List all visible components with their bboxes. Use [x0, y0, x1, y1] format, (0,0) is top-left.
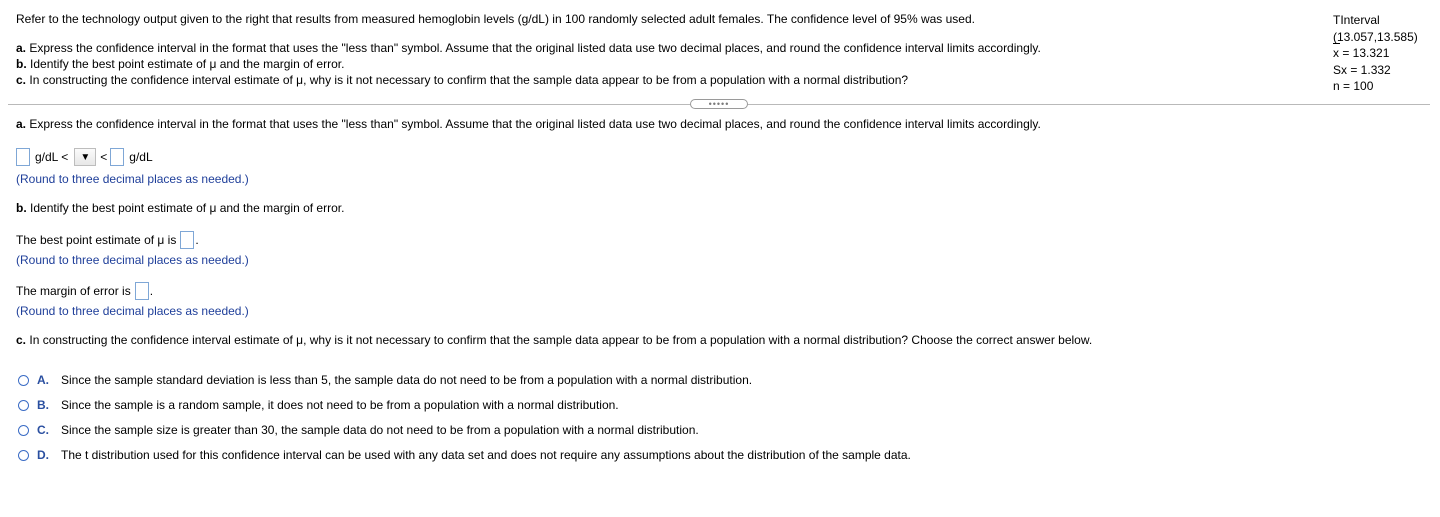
- margin-error-hint: (Round to three decimal places as needed.): [16, 304, 249, 318]
- xbar-overline: [1333, 43, 1340, 44]
- radio-option-c[interactable]: [18, 425, 29, 436]
- answer-a-text: Express the confidence interval in the format that uses the "less than" symbol. Assume that the original listed data use two decimal places, and round the confidence interval limits accordingly.: [29, 117, 1041, 131]
- answer-b-text: Identify the best point estimate of μ and the margin of error.: [30, 201, 345, 215]
- unit-left: g/dL <: [35, 150, 69, 164]
- part-a-text: Express the confidence interval in the format that uses the "less than" symbol. Assume that the original listed data use two decimal places, and round the confidence interval limits accordingly.: [29, 41, 1041, 55]
- output-n: n = 100: [1333, 79, 1374, 93]
- option-b-text: Since the sample is a random sample, it does not need to be from a population with a normal distribution.: [61, 398, 619, 412]
- radio-option-a[interactable]: [18, 375, 29, 386]
- inequality-dropdown[interactable]: [74, 148, 96, 166]
- unit-right: g/dL: [129, 150, 153, 164]
- output-xbar-text: x = 13.321: [1333, 46, 1390, 60]
- option-d[interactable]: [18, 448, 911, 462]
- option-a[interactable]: [18, 373, 752, 387]
- option-b[interactable]: [18, 398, 619, 412]
- output-sx: Sx = 1.332: [1333, 62, 1391, 77]
- answer-a-prompt: [16, 117, 1041, 131]
- question-part-a: [16, 41, 1041, 55]
- margin-error-label: The margin of error is: [16, 284, 131, 298]
- part-a-letter: a.: [16, 41, 27, 55]
- answer-a-letter: a.: [16, 117, 27, 131]
- answer-c-letter: c.: [16, 333, 27, 347]
- output-title: TInterval: [1333, 13, 1380, 27]
- radio-option-b[interactable]: [18, 400, 29, 411]
- point-estimate-label: The best point estimate of μ is: [16, 233, 177, 247]
- option-d-letter: D.: [37, 448, 49, 462]
- part-c-letter: c.: [16, 73, 27, 87]
- answer-b-letter: b.: [16, 201, 27, 215]
- output-interval: (13.057,13.585): [1333, 29, 1418, 44]
- option-a-text: Since the sample standard deviation is less than 5, the sample data do not need to be from a population with a normal distribution.: [61, 373, 753, 387]
- divider-handle[interactable]: [690, 99, 748, 109]
- interval-answer-row: [16, 148, 153, 166]
- part-b-text: Identify the best point estimate of μ and the margin of error.: [30, 57, 345, 71]
- part-c-text: In constructing the confidence interval estimate of μ, why is it not necessary to confirm that the sample data appear to be from a population with a normal distribution?: [29, 73, 909, 87]
- question-part-b: [16, 57, 344, 71]
- margin-error-row: [16, 282, 153, 300]
- margin-error-period: .: [149, 284, 154, 298]
- point-estimate-hint: (Round to three decimal places as needed.): [16, 253, 249, 267]
- option-c[interactable]: [18, 423, 699, 437]
- part-b-letter: b.: [16, 57, 27, 71]
- answer-a-hint: (Round to three decimal places as needed.): [16, 172, 249, 186]
- output-xbar: [1333, 45, 1418, 62]
- divider-handle-dots: •••••: [708, 99, 730, 109]
- point-estimate-row: [16, 231, 199, 249]
- question-part-c: [16, 73, 908, 87]
- less-than-symbol: <: [100, 150, 108, 164]
- radio-option-d[interactable]: [18, 450, 29, 461]
- option-b-letter: B.: [37, 398, 49, 412]
- upper-limit-input[interactable]: [110, 148, 124, 166]
- point-estimate-input[interactable]: [180, 231, 194, 249]
- question-intro: [16, 12, 975, 26]
- option-c-text: Since the sample size is greater than 30, the sample data do not need to be from a population with a normal distribution.: [61, 423, 699, 437]
- chevron-down-icon: ▼: [80, 151, 91, 163]
- option-a-letter: A.: [37, 373, 49, 387]
- option-d-text: The t distribution used for this confidence interval can be used with any data set and does not require any assumptions about the distribution of the sample data.: [61, 448, 911, 462]
- option-c-letter: C.: [37, 423, 49, 437]
- answer-c-text: In constructing the confidence interval estimate of μ, why is it not necessary to confirm that the sample data appear to be from a population with a normal distribution? Choose the correct answer below.: [29, 333, 1093, 347]
- lower-limit-input[interactable]: [16, 148, 30, 166]
- point-estimate-period: .: [195, 233, 199, 247]
- technology-output: [1333, 12, 1418, 95]
- answer-c-prompt: [16, 333, 1092, 347]
- question-intro-text: Refer to the technology output given to the right that results from measured hemoglobin levels (g/dL) in 100 randomly selected adult females. The confidence level of 95% was used.: [16, 12, 975, 26]
- answer-b-prompt: [16, 201, 344, 215]
- margin-error-input[interactable]: [135, 282, 149, 300]
